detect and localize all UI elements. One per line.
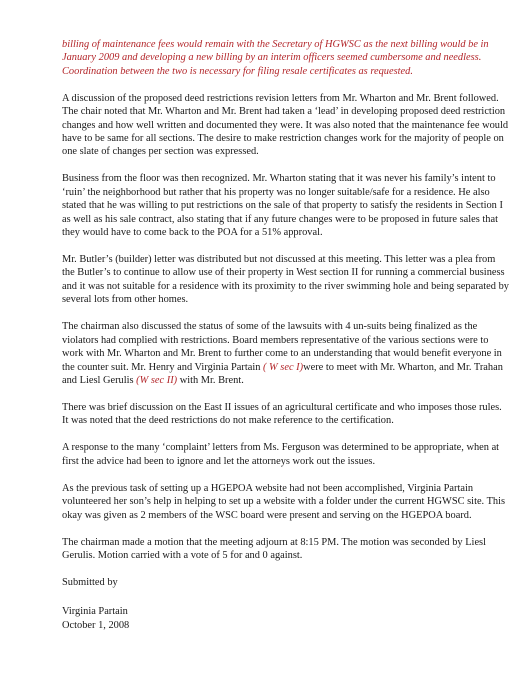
w-sec-i-note: ( W sec I): [263, 361, 304, 373]
website-paragraph: As the previous task of setting up a HGEPOA website had not been accomplished, Virginia Partain volunteered her son’s help in helping to set up a website with a folder under the current HGWSC site. This okay was given as 2 members of the WSC board were present and serving on the HGEPOA board.: [62, 482, 506, 521]
east-ii-paragraph: There was brief discussion on the East II issues of an agricultural certificate and who imposes those rules. It was noted that the deed restrictions do not make reference to the certification.: [62, 401, 502, 427]
deed-restrictions-paragraph: A discussion of the proposed deed restrictions revision letters from Mr. Wharton and Mr. Brent followed. The chair noted that Mr. Wharton and Mr. Brent had taken a ‘lead’ in developing proposed deed restriction changes and how well written and documented they were. It was also noted that the maintenance fee would have to be same for all sections. The desire to make restriction changes work for the majority of people on one slate of changes per section was expressed.: [62, 92, 509, 158]
adjourn-paragraph: The chairman made a motion that the meeting adjourn at 8:15 PM. The motion was seconded by Liesl Gerulis. Motion carried with a vote of 5 for and 0 against.: [62, 536, 486, 561]
signature-date: October 1, 2008: [62, 619, 130, 631]
lawsuit-text-3: with Mr. Brent.: [177, 374, 244, 386]
w-sec-ii-note: (W sec II): [136, 374, 178, 386]
lawsuit-text-1: The chairman also discussed the status of some of the lawsuits with 4 un-suits being finalized as the violators had complied with restrictions. Board members representative of the various sections were to work with Mr. Wharton and Mr. Brent to further come to an understanding that would benefit everyone in the counter suit. Mr. Henry and Virginia Partain: [62, 321, 502, 373]
floor-business-paragraph: Business from the floor was then recognized. Mr. Wharton stating that it was never his family’s intent to ‘ruin’ the neighborhood but rather that his property was no longer suitable/safe for a residence. He also stated that he was willing to put restrictions on the sale of that property to satisfy the residents in Section I as well as his sale contract, also stating that if any future changes were to be proposed in future sales that they would have to come back to the POA for a 51% approval.: [62, 173, 503, 239]
signer-name: Virginia Partain: [62, 606, 128, 618]
lawsuit-text-2: were to meet with Mr. Wharton, and Mr. Trahan and Liesl Gerulis: [62, 361, 503, 386]
lawsuit-status-paragraph: [62, 320, 510, 387]
billing-note-paragraph: billing of maintenance fees would remain with the Secretary of HGWSC as the next billing would be in January 2009 and developing a new billing by an interim officers seemed cumbersome and needless. Coordination between the two is necessary for filing resale certificates as requested.: [62, 39, 489, 77]
butler-letter-paragraph: Mr. Butler’s (builder) letter was distributed but not discussed at this meeting. This letter was a plea from the Butler’s to continue to allow use of their property in West section II for running a commercial business and it was not suitable for a residence with its proximity to the river swimming hole and being separated by several lots from other homes.: [62, 254, 509, 306]
ferguson-paragraph: A response to the many ‘complaint’ letters from Ms. Ferguson was determined to be appropriate, when at first the advice had been to ignore and let the attorneys work out the issues.: [62, 442, 500, 467]
submitted-by-label: Submitted by: [62, 576, 118, 588]
minutes-page: [62, 38, 510, 632]
